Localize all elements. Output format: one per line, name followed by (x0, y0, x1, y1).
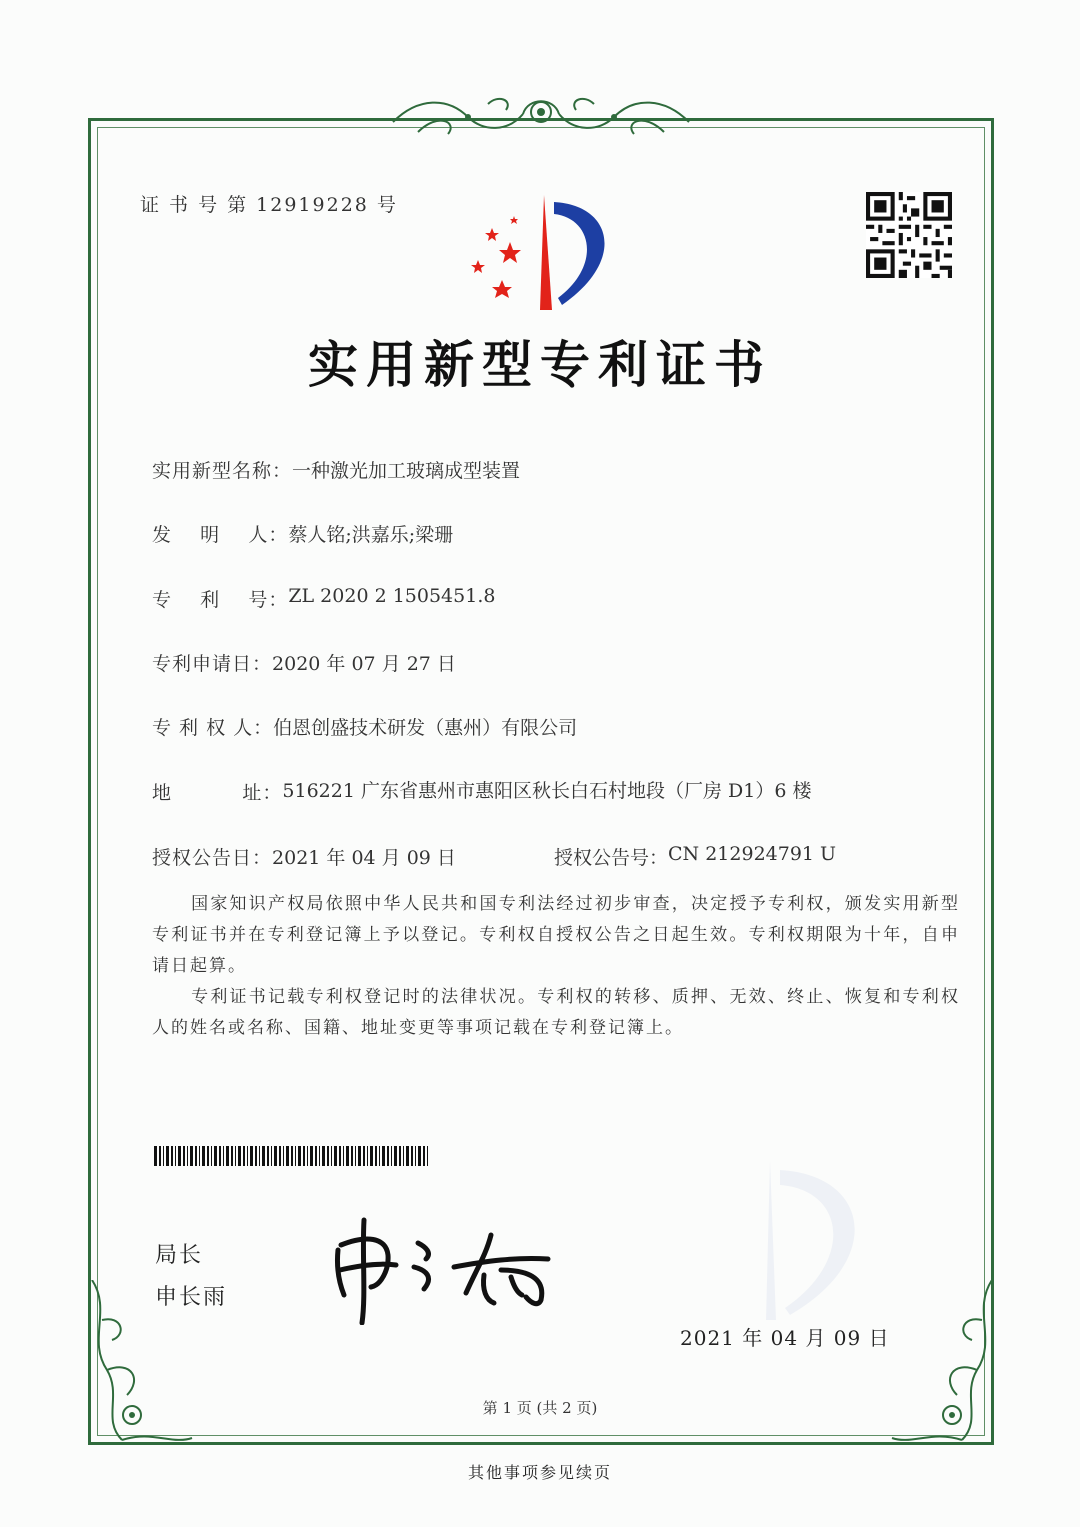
patentee-label: 专 利 权 人： (152, 717, 274, 739)
grant-publication-number-label: 授权公告号： (554, 847, 669, 869)
handwritten-signature (326, 1215, 566, 1325)
grant-date-value: 2021 年 04 月 09 日 (272, 847, 456, 869)
patent-office-logo (462, 190, 622, 315)
top-ornament (388, 92, 694, 142)
grant-publication-number-field (554, 843, 836, 870)
certificate-title: 实用新型专利证书 (308, 335, 772, 394)
barcode (154, 1146, 430, 1166)
utility-name-value: 一种激光加工玻璃成型装置 (292, 460, 521, 482)
grant-publication-number-value: CN 212924791 U (668, 843, 837, 865)
utility-name-label: 实用新型名称： (152, 460, 293, 482)
watermark (640, 1150, 900, 1330)
grant-date-field (152, 843, 456, 870)
inventors-field (152, 520, 453, 547)
address-field (152, 778, 822, 805)
patent-number-field (152, 585, 495, 612)
patentee-field (152, 713, 577, 740)
director-name: 申长雨 (155, 1285, 228, 1310)
grant-date-label: 授权公告日： (152, 847, 273, 869)
address-label: 地 址： (152, 782, 283, 804)
bottom-right-ornament (882, 1280, 1002, 1450)
inventors-label: 发 明 人： (152, 524, 289, 546)
address-value: 516221 广东省惠州市惠阳区秋长白石村地段（厂房 D1）6 楼 (282, 780, 812, 802)
utility-name-field (152, 456, 520, 483)
filing-date-field (152, 649, 456, 676)
patentee-value: 伯恩创盛技术研发（惠州）有限公司 (273, 717, 578, 739)
qr-code (866, 192, 952, 278)
filing-date-label: 专利申请日： (152, 653, 273, 675)
patent-number-value: ZL 2020 2 1505451.8 (288, 585, 496, 607)
footer-note: 其他事项参见续页 (467, 1463, 612, 1482)
signature-date: 2021 年 04 月 09 日 (680, 1326, 890, 1350)
inventors-value: 蔡人铭;洪嘉乐;梁珊 (288, 524, 454, 546)
statement-paragraph-1: 国家知识产权局依照中华人民共和国专利法经过初步审查，决定授予专利权，颁发实用新型专利证书并在专利登记簿上予以登记。专利权自授权公告之日起生效。专利权期限为十年，自申请日起算。 (152, 894, 960, 976)
certificate-number: 证 书 号 第 12919228 号 (140, 194, 398, 216)
legal-statement (152, 889, 960, 1044)
patent-number-label: 专 利 号： (152, 589, 289, 611)
filing-date-value: 2020 年 07 月 27 日 (272, 653, 456, 675)
statement-paragraph-2: 专利证书记载专利权登记时的法律状况。专利权的转移、质押、无效、终止、恢复和专利权人的姓名或名称、国籍、地址变更等事项记载在专利登记簿上。 (152, 987, 960, 1038)
director-title: 局长 (155, 1243, 204, 1268)
page-number: 第 1 页 (共 2 页) (482, 1399, 598, 1417)
